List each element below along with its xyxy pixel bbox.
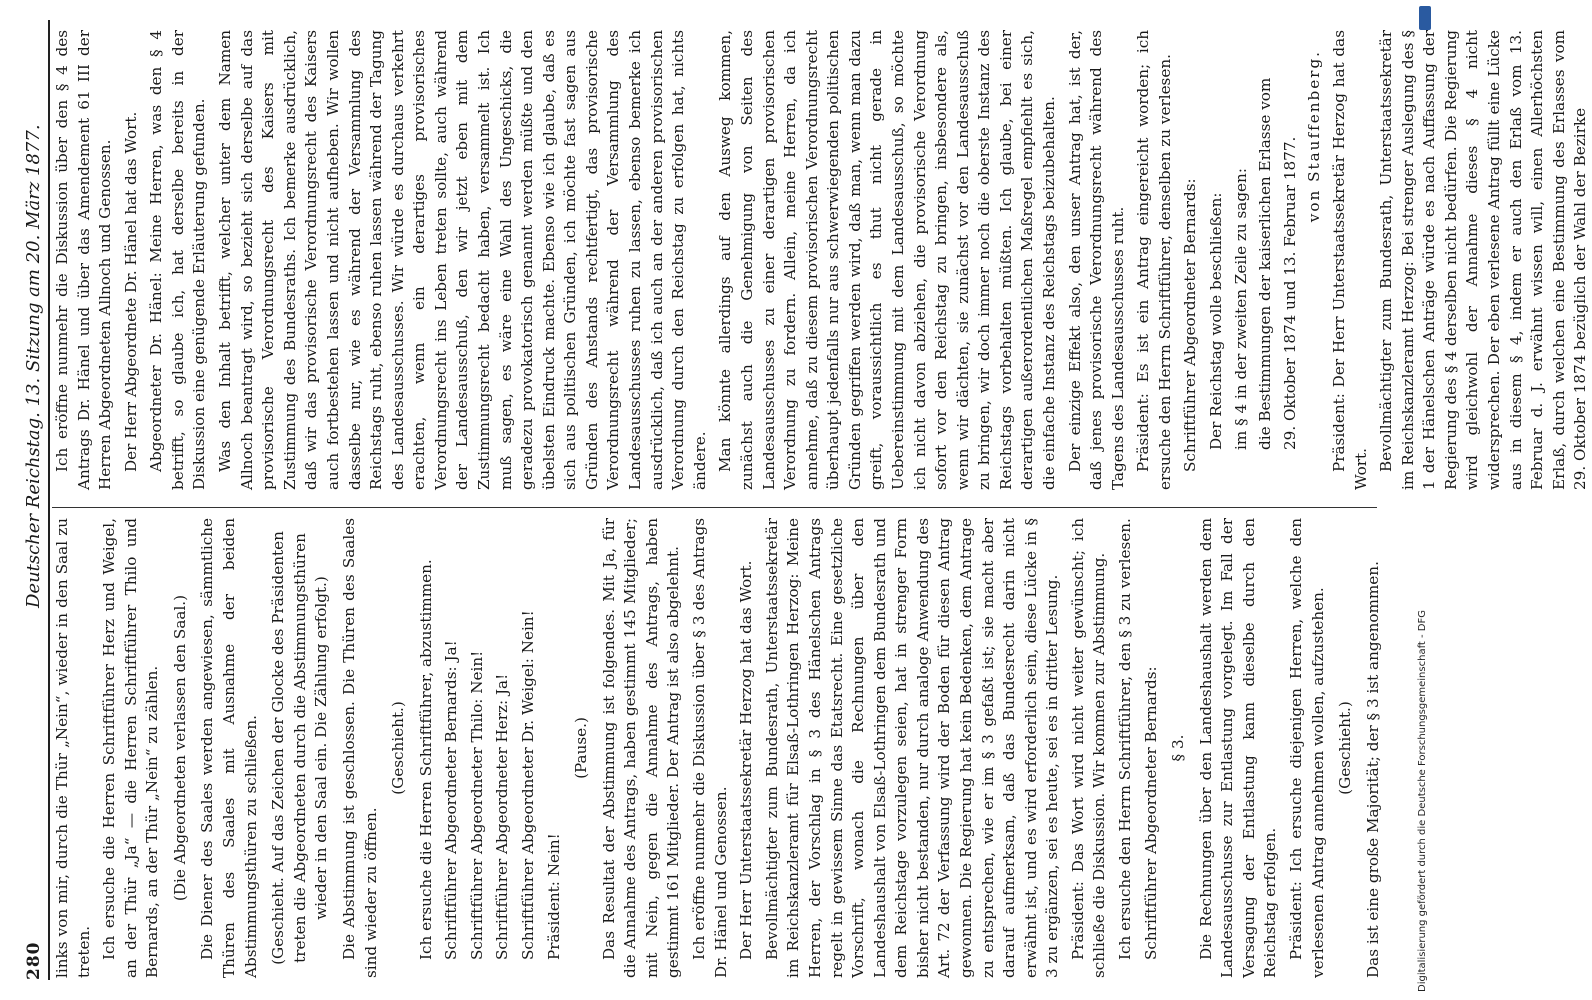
- vote-line: Schriftführer Abgeordneter Bernards: Ja!: [442, 640, 461, 960]
- column-divider: [52, 507, 1377, 508]
- speech: Was den Inhalt betrifft, welcher unter dem Namen Allnoch beantragt wird, so bezieht sich derselbe auf das provisorische Verordnungsrecht des Kaisers mit Zustimmung des Bundesraths. Ich bemerke ausdrücklich, daß wir das provisorische Verordnungsrecht des Kaisers auch fortbestehen lassen und nicht aufheben. Wir wollen dasselbe nur, wie es während der Versammlung des Reichstags ruht, ebenso ruhen lassen während der Tagung des Landesausschusses. Wir würde es durchaus verkehrt erachten, wenn ein derartiges provisorisches Verordnungsrecht ins Leben treten sollte, auch während der Landesausschuß, den wir jetzt eben mit dem Zustimmungsrecht bedacht haben, versammelt ist. Ich muß sagen, es wäre eine Wahl des Ungeschicks, die geradezu provokatorisch genannt werden müßte und den übelsten Eindruck machte. Ebenso wie ich glaube, daß es sich aus politischen Gründen, ich möchte fast sagen aus Gründen des Anstands rechtfertigt, das provisorische Verordnungsrecht während der Versammlung des Landesausschusses ruhen zu lassen, ebenso bemerke ich ausdrücklich, daß ich auch an der anderen provisorischen Verordnung durch den Reichstag zu erfolgen hat, nichts ändere.: [216, 30, 709, 490]
- dfg-logo: [1419, 6, 1431, 30]
- speech: Bevollmächtigter zum Bundesrath, Unterstaatssekretär im Reichskanzleramt Herzog: Bei strenger Auslegung des § 1 der Hänelschen Anträge würde es nach Auffassung der Regierung des § 4 derselben nicht bedürfen. Die Regierung wird gleichwohl der Annahme dieses § 4 nicht widersprechen. Der eben verlesene Antrag füllt eine Lücke aus in diesem § 4, indem er auch den Erlaß vom 13. Februar d. J. erwähnt wissen will, einen Allerhöchsten Erlaß, durch welchen eine Bestimmung des Erlasses vom 29. Oktober 1874 bezüglich der Wahl der Bezirke: [1377, 30, 1590, 490]
- paragraph: Schriftführer Abgeordneter Bernards:: [1141, 666, 1160, 960]
- speech: Bevollmächtigter zum Bundesrath, Unterstaatssekretär im Reichskanzleramt für Elsaß-Lothringen Herzog: Meine Herren, der Vorschlag in § 3 des Hänelschen Antrags regelt in gewissem Sinne das Etatsrecht. Eine gesetzliche Vorschrift, wonach die Rechnungen über den Landeshaushalt von Elsaß-Lothringen dem Bundesrath und dem Reichstage vorzulegen seien, hat in strenger Form bisher nicht bestanden, nur durch analoge Anwendung des Art. 72 der Verfassung wird der Boden für diesen Antrag gewonnen. Die Regierung hat kein Bedenken, dem Antrage zu entsprechen, wie er im § 3 gefaßt ist; sie macht aber darauf aufmerksam, daß das Bundesrecht darin nicht erwähnt ist, und es wird erforderlich sein, diese Lücke in § 3 zu ergänzen, sei es heute, sei es in dritter Lesung.: [762, 518, 1062, 978]
- paragraph: Das ist eine große Majorität; der § 3 ist angenommen.: [1363, 561, 1382, 978]
- paragraph: Ich eröffne nunmehr die Diskussion über den § 4 des Antrags Dr. Hänel und über das Amendement 61 III der Herren Abgeordneten Allnoch und Genossen.: [53, 30, 115, 490]
- motion-text: [1206, 30, 1326, 450]
- paragraph: Die Diener des Saales werden angewiesen, sämmtliche Thüren des Saales mit Ausnahme der beiden Abstimmungsthüren zu schließen.: [198, 518, 260, 978]
- paragraph: Präsident: Der Herr Unterstaatssekretär Herzog hat das Wort.: [1329, 30, 1370, 490]
- vote-line: Präsident: Nein!: [544, 833, 563, 960]
- paragraph: Ich eröffne nunmehr die Diskussion über § 3 des Antrags Dr. Hänel und Genossen.: [690, 518, 730, 978]
- paragraph: Schriftführer Abgeordneter Bernards:: [1181, 178, 1200, 472]
- stage-direction: (Geschieht.): [1336, 701, 1355, 795]
- paragraph: Der Herr Unterstaatssekretär Herzog hat das Wort.: [737, 560, 756, 960]
- motion-line: Der Reichstag wolle beschließen:: [1207, 192, 1226, 450]
- speech: Der einzige Effekt also, den unser Antrag hat, ist der, daß jenes provisorische Verordnungsrecht während des Tagens des Landesausschusses ruht.: [1065, 30, 1127, 490]
- paragraph: Das Resultat der Abstimmung ist folgendes. Mit Ja, für die Annahme des Antrags, haben gestimmt 145 Mitglieder; mit Nein, gegen die Annahme des Antrags, haben gestimmt 161 Mitglieder. Der Antrag ist also abgelehnt.: [599, 518, 683, 978]
- stage-direction: (Geschieht. Auf das Zeichen der Glocke des Präsidenten treten die Abgeordneten durch die Abstimmungsthüren wieder in den Saal ein. Die Zählung erfolgt.): [269, 531, 331, 965]
- right-column: [52, 30, 1590, 490]
- stage-direction: (Pause.): [572, 717, 591, 779]
- stage-direction: (Geschieht.): [389, 701, 408, 795]
- section-text: Die Rechnungen über den Landeshaushalt werden dem Landesausschusse zur Entlastung vorgelegt. Im Fall der Versagung der Entlastung kann dieselbe durch den Reichstag erfolgen.: [1196, 518, 1280, 978]
- paragraph: Ich ersuche die Herren Schriftführer Herz und Weigel, an der Thür „Ja“ — die Herren Schriftführer Thilo und Bernards, an der Thür „Nein“ zu zählen.: [100, 518, 162, 978]
- vote-line: Schriftführer Abgeordneter Thilo: Nein!: [467, 650, 486, 960]
- motion-signature: von Stauffenberg.: [1305, 50, 1324, 223]
- motion-line: 29. Oktober 1874 und 13. Februar 1877.: [1280, 136, 1299, 450]
- paragraph: Präsident: Das Wort wird nicht weiter gewünscht; ich schließe die Diskussion. Wir kommen zur Abstimmung.: [1068, 518, 1109, 978]
- paragraph: Die Abstimmung ist geschlossen. Die Thüren des Saales sind wieder zu öffnen.: [339, 518, 380, 978]
- paragraph: Präsident: Ich ersuche diejenigen Herren, welche den verlesenen Antrag annehmen wollen, aufzustehen.: [1287, 518, 1327, 978]
- speech: Man könnte allerdings auf den Ausweg kommen, zunächst auch die Genehmigung von Seiten des Landesausschusses zu einer derartigen provisorischen Verordnung zu fordern. Allein, meine Herren, da ich annehme, daß zu diesem provisorischen Verordnungsrecht überhaupt jedenfalls nur aus schwerwiegenden politischen Gründen gegriffen werden wird, daß man, wenn man dazu greift, voraussichtlich es thut nicht gerade in Uebereinstimmung mit dem Landesausschuß, so möchte ich nicht davon abziehen, die provisorische Verordnung sofort vor den Reichstag zu bringen, insbesondere als, wenn wir dächten, sie zunächst vor den Landesausschuß zu bringen, wir doch immer noch die oberste Instanz des Reichstags vorbehalten müßten. Ich glaube, bei einer derartigen außerordentlichen Maßregel empfiehlt es sich, die einfache Instanz des Reichstags beizubehalten.: [716, 30, 1059, 490]
- paragraph: Ich ersuche die Herren Schriftführer, abzustimmen.: [416, 559, 435, 960]
- digitization-credit: [1416, 6, 1430, 992]
- page-header: [10, 20, 50, 980]
- paragraph: Der Herr Abgeordnete Dr. Hänel hat das Wort.: [121, 111, 140, 472]
- paragraph: Präsident: Es ist ein Antrag eingereicht worden; ich ersuche den Herrn Schriftführer, denselben zu verlesen.: [1134, 30, 1174, 490]
- page-title: Deutscher Reichstag. 13. Sitzung am 20. März 1877.: [23, 124, 44, 608]
- motion-line: die Bestimmungen der kaiserlichen Erlasse vom: [1256, 77, 1275, 450]
- motion-line: im § 4 in der zweiten Zeile zu sagen:: [1231, 168, 1250, 450]
- vote-line: Schriftführer Abgeordneter Herz: Ja!: [493, 673, 512, 960]
- speech: Abgeordneter Dr. Hänel: Meine Herren, was den § 4 betrifft, so glaube ich, hat derselbe bereits in der Diskussion eine genügende Erläuterung gefunden.: [147, 30, 209, 490]
- paragraph: Ich ersuche den Herrn Schriftführer, den § 3 zu verlesen.: [1116, 518, 1135, 960]
- stage-direction: (Die Abgeordneten verlassen den Saal.): [170, 594, 189, 902]
- vote-line: Schriftführer Abgeordneter Dr. Weigel: Nein!: [518, 610, 537, 960]
- paragraph: links von mir, durch die Thür „Nein“, wieder in den Saal zu treten.: [53, 518, 93, 978]
- section-number: § 3.: [1169, 734, 1188, 762]
- page-number: 280: [24, 941, 44, 980]
- credit-text: Digitalisierung gefördert durch die Deutsche Forschungsgemeinschaft - DFG: [1417, 609, 1428, 992]
- left-column: [52, 518, 1382, 978]
